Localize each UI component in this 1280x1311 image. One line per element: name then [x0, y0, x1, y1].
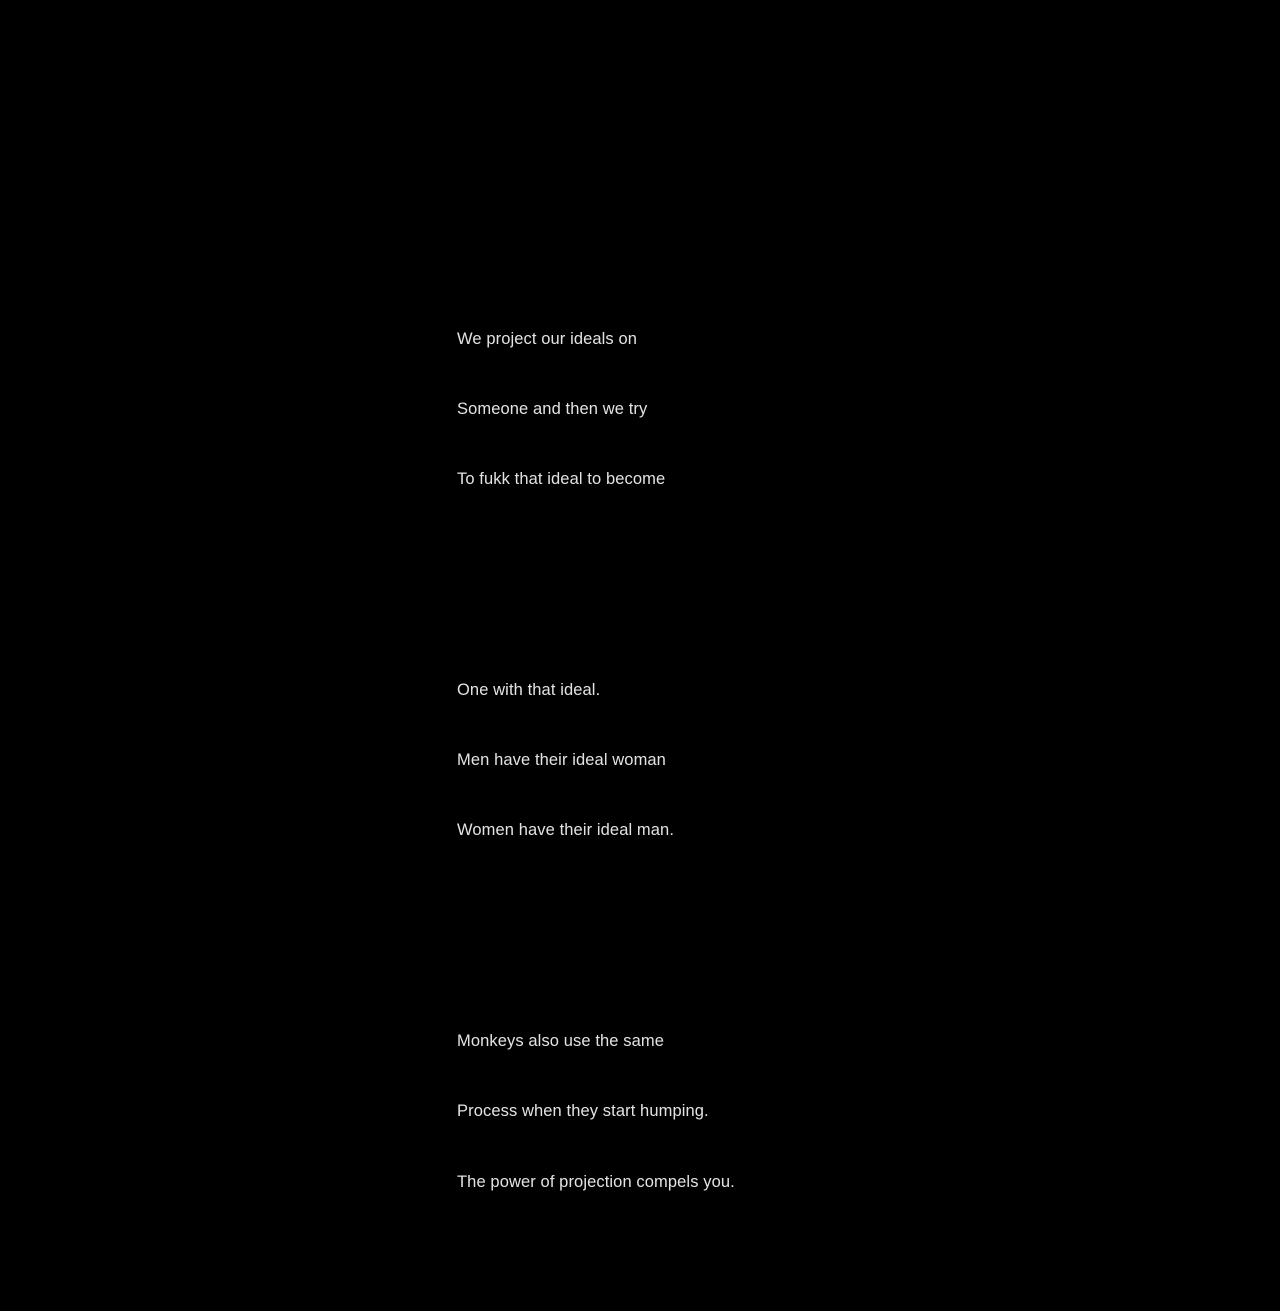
poem-stanza-1: [457, 281, 735, 538]
poem-line: We project our ideals on: [457, 330, 638, 349]
poem-stanza-3: [457, 983, 735, 1240]
poem-stanza-2: [457, 632, 735, 889]
poem-line: Monkeys also use the same: [457, 1032, 665, 1051]
poem-line: Process when they start humping.: [457, 1102, 709, 1121]
poem-line: Women have their ideal man.: [457, 821, 675, 840]
poem-line: Someone and then we try: [457, 400, 648, 419]
poem-text-block: [457, 211, 735, 1311]
poem-line: Men have their ideal woman: [457, 751, 666, 770]
poem-line: The power of projection compels you.: [457, 1172, 735, 1191]
poem-line: To fukk that ideal to become: [457, 470, 666, 489]
poem-line: One with that ideal.: [457, 681, 601, 700]
